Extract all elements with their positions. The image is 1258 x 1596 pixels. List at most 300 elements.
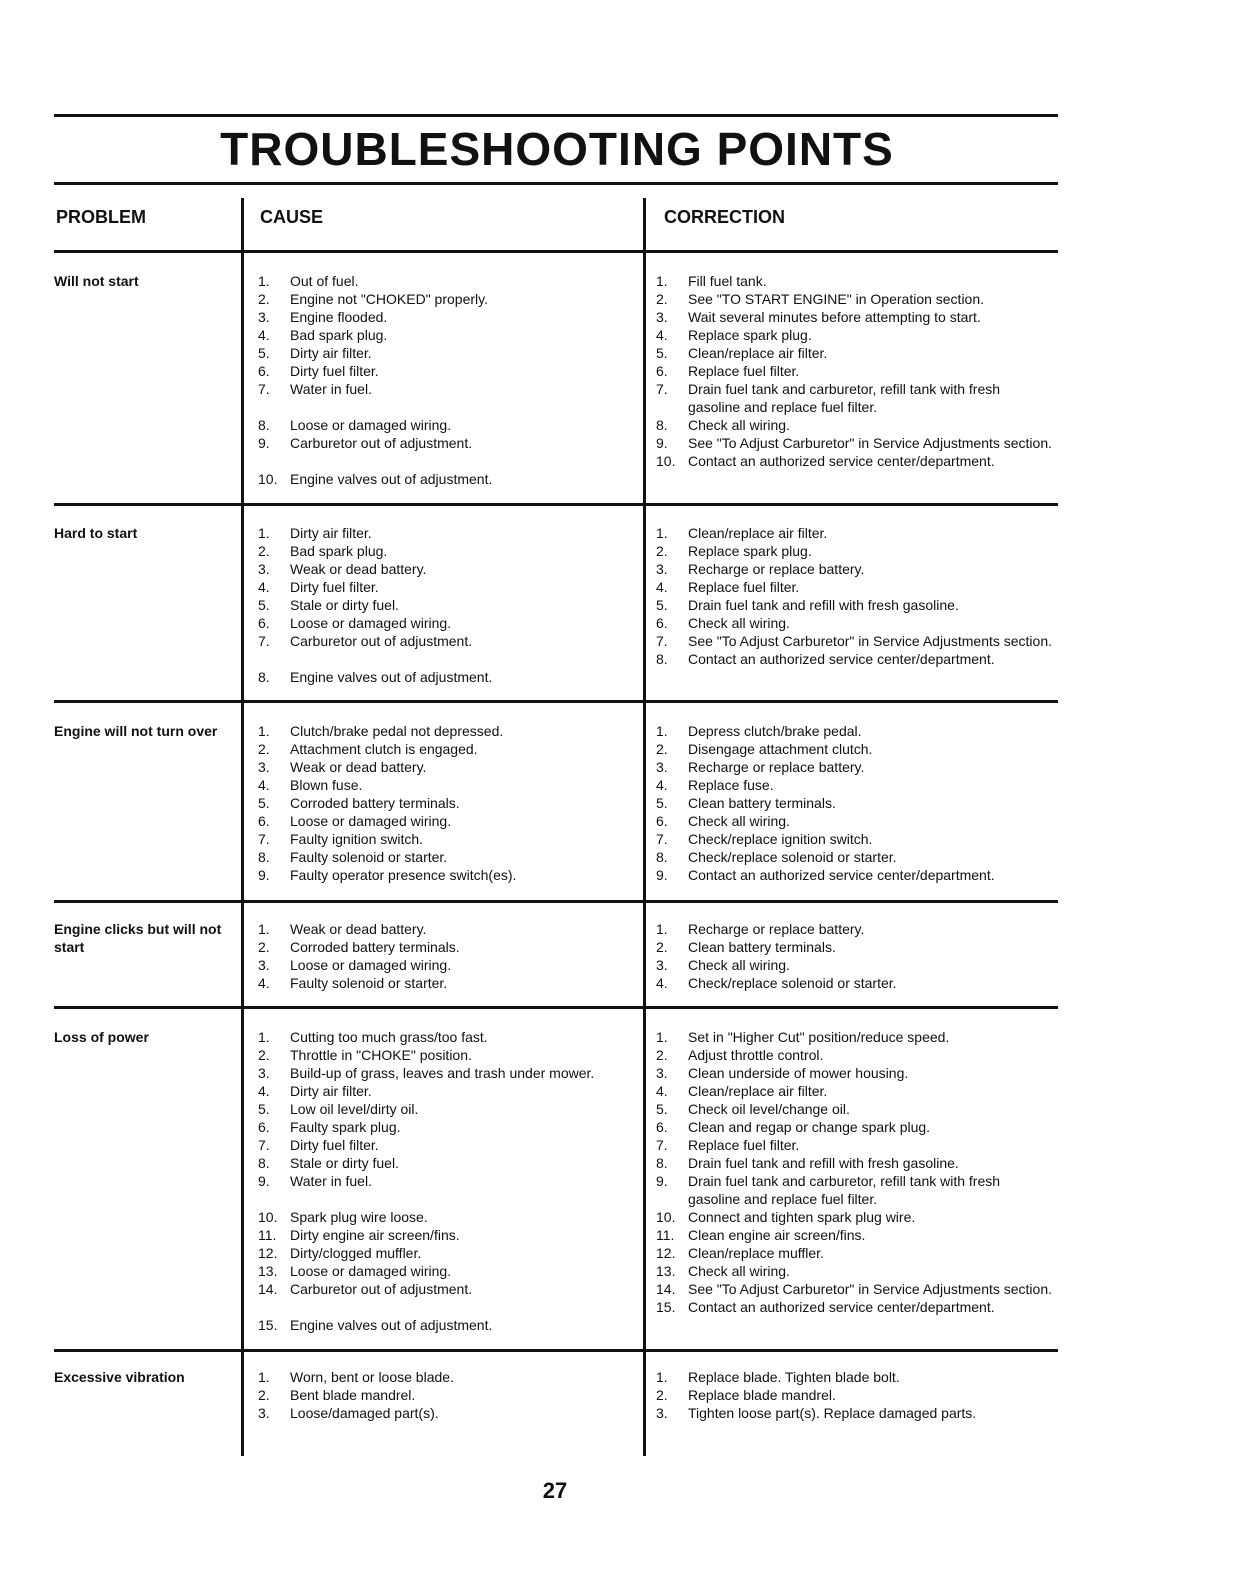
item-text: Blown fuse. [290, 777, 363, 793]
correction-item [652, 1154, 1052, 1172]
cause-item [254, 452, 634, 470]
cause-item [254, 938, 634, 956]
item-text: Water in fuel. [290, 381, 372, 397]
correction-list [652, 1368, 1052, 1422]
item-number: 9. [258, 435, 270, 451]
problem-label: Engine clicks but will not start [54, 921, 222, 955]
item-text: See "To Adjust Carburetor" in Service Adjustments section. [688, 633, 1053, 649]
correction-list [652, 722, 1052, 884]
correction-item [652, 920, 1052, 938]
item-text: Bad spark plug. [290, 327, 388, 343]
item-text: Check all wiring. [688, 417, 790, 433]
cause-item [254, 1298, 634, 1316]
item-number: 3. [258, 1065, 270, 1081]
item-number: 15. [656, 1299, 676, 1315]
item-number: 2. [258, 741, 270, 757]
problem-label: Excessive vibration [54, 1369, 185, 1385]
correction-item [652, 758, 1052, 776]
item-number: 3. [656, 309, 668, 325]
cause-item [254, 416, 634, 434]
correction-item [652, 632, 1052, 650]
correction-item [652, 1064, 1052, 1082]
item-text: Clean/replace air filter. [688, 1083, 828, 1099]
cause-item [254, 1154, 634, 1172]
item-text: Replace fuel filter. [688, 363, 800, 379]
item-text: Check/replace solenoid or starter. [688, 975, 897, 991]
cause-item [254, 1046, 634, 1064]
item-text: Contact an authorized service center/department. [688, 453, 995, 469]
correction-item [652, 722, 1052, 740]
item-text: Check oil level/change oil. [688, 1101, 850, 1117]
item-text: Replace fuse. [688, 777, 774, 793]
correction-item [652, 344, 1052, 362]
correction-item [652, 434, 1052, 452]
item-number: 4. [656, 975, 668, 991]
item-text: Clean and regap or change spark plug. [688, 1119, 931, 1135]
problem-header: PROBLEM [56, 207, 146, 227]
item-number: 9. [258, 867, 270, 883]
cause-item [254, 1262, 634, 1280]
item-number: 6. [656, 363, 668, 379]
item-number: 1. [656, 525, 668, 541]
item-number: 2. [258, 1387, 270, 1403]
cause-item [254, 614, 634, 632]
section-rule [54, 503, 1058, 506]
item-text: Carburetor out of adjustment. [290, 435, 473, 451]
item-text: See "To Adjust Carburetor" in Service Adjustments section. [688, 435, 1053, 451]
cause-item [254, 1368, 634, 1386]
item-text: Corroded battery terminals. [290, 795, 460, 811]
item-number: 7. [258, 1137, 270, 1153]
cause-item [254, 758, 634, 776]
item-text [290, 1298, 634, 1316]
item-text: Dirty engine air screen/fins. [290, 1227, 460, 1243]
item-number: 14. [258, 1281, 278, 1297]
item-number: 8. [258, 849, 270, 865]
item-number: 1. [656, 273, 668, 289]
cause-item [254, 650, 634, 668]
correction-item [652, 1386, 1052, 1404]
item-number: 3. [656, 957, 668, 973]
item-text: Contact an authorized service center/department. [688, 651, 995, 667]
cause-list [254, 722, 634, 884]
item-number: 6. [258, 615, 270, 631]
item-text: Drain fuel tank and carburetor, refill tank with fresh gasoline and replace fuel filter. [688, 381, 1001, 415]
page-number: 27 [542, 1478, 568, 1503]
correction-item [652, 812, 1052, 830]
item-number: 10. [258, 1209, 278, 1225]
correction-item [652, 1118, 1052, 1136]
item-number: 1. [258, 1029, 270, 1045]
cause-item [254, 794, 634, 812]
item-number: 4. [656, 777, 668, 793]
correction-item [652, 1404, 1052, 1422]
item-text: Loose or damaged wiring. [290, 615, 452, 631]
item-number: 10. [258, 471, 278, 487]
item-text: Check all wiring. [688, 1263, 790, 1279]
item-text: Faulty solenoid or starter. [290, 975, 448, 991]
item-number: 14. [656, 1281, 676, 1297]
correction-item [652, 956, 1052, 974]
item-number: 7. [258, 831, 270, 847]
cause-item [254, 434, 634, 452]
correction-item [652, 1262, 1052, 1280]
cause-item [254, 740, 634, 758]
item-text: Clean underside of mower housing. [688, 1065, 909, 1081]
item-text: Out of fuel. [290, 273, 359, 289]
item-number: 6. [258, 1119, 270, 1135]
cause-item [254, 542, 634, 560]
cause-item [254, 1082, 634, 1100]
correction-item [652, 1172, 1052, 1208]
item-number: 9. [656, 867, 668, 883]
item-number: 9. [656, 435, 668, 451]
item-text [290, 650, 634, 668]
item-number: 2. [656, 939, 668, 955]
item-text: Contact an authorized service center/department. [688, 1299, 995, 1315]
cause-item [254, 308, 634, 326]
item-text: Clean/replace muffler. [688, 1245, 824, 1261]
item-number: 1. [656, 921, 668, 937]
item-number: 1. [656, 1369, 668, 1385]
item-text: Engine flooded. [290, 309, 388, 325]
item-number [254, 650, 290, 668]
item-text: Engine valves out of adjustment. [290, 669, 493, 685]
item-number: 7. [656, 831, 668, 847]
item-number: 2. [656, 291, 668, 307]
item-text: Disengage attachment clutch. [688, 741, 873, 757]
item-text [290, 1190, 634, 1208]
correction-item [652, 1046, 1052, 1064]
item-text: Dirty fuel filter. [290, 1137, 379, 1153]
correction-item [652, 866, 1052, 884]
item-text: Dirty air filter. [290, 345, 372, 361]
item-number: 3. [258, 1405, 270, 1421]
item-text: Faulty spark plug. [290, 1119, 401, 1135]
cause-item [254, 1100, 634, 1118]
item-text: Tighten loose part(s). Replace damaged parts. [688, 1405, 977, 1421]
item-text: Loose or damaged wiring. [290, 417, 452, 433]
item-number: 8. [258, 1155, 270, 1171]
item-text: Replace fuel filter. [688, 1137, 800, 1153]
correction-item [652, 974, 1052, 992]
item-number: 3. [656, 561, 668, 577]
item-text: Replace blade. Tighten blade bolt. [688, 1369, 900, 1385]
item-text: Set in "Higher Cut" position/reduce speed. [688, 1029, 950, 1045]
item-text: Clean battery terminals. [688, 939, 836, 955]
item-text: Drain fuel tank and refill with fresh gasoline. [688, 1155, 959, 1171]
item-number: 7. [258, 633, 270, 649]
correction-item [652, 308, 1052, 326]
problem-label: Loss of power [54, 1029, 149, 1045]
item-number: 2. [258, 939, 270, 955]
section-rule [54, 1349, 1058, 1352]
cause-item [254, 398, 634, 416]
item-text: Spark plug wire loose. [290, 1209, 428, 1225]
cause-item [254, 560, 634, 578]
item-number: 1. [656, 723, 668, 739]
item-text: Check/replace ignition switch. [688, 831, 873, 847]
title-bottom-rule [54, 182, 1058, 185]
item-number: 6. [258, 813, 270, 829]
item-number: 5. [656, 795, 668, 811]
item-number: 8. [656, 651, 668, 667]
cause-item [254, 326, 634, 344]
item-number: 7. [258, 381, 270, 397]
item-number: 1. [258, 1369, 270, 1385]
item-number: 6. [656, 615, 668, 631]
correction-item [652, 452, 1052, 470]
item-text: Weak or dead battery. [290, 759, 427, 775]
cause-item [254, 362, 634, 380]
correction-item [652, 848, 1052, 866]
item-text: Faulty ignition switch. [290, 831, 424, 847]
correction-item [652, 326, 1052, 344]
cause-item [254, 722, 634, 740]
item-number: 9. [258, 1173, 270, 1189]
problem-label: Will not start [54, 273, 139, 289]
item-number: 9. [656, 1173, 668, 1189]
item-text: Replace blade mandrel. [688, 1387, 836, 1403]
cause-item [254, 1316, 634, 1334]
item-number: 5. [258, 1101, 270, 1117]
item-text: Carburetor out of adjustment. [290, 633, 473, 649]
item-text: Adjust throttle control. [688, 1047, 824, 1063]
cause-list [254, 272, 634, 488]
cause-item [254, 632, 634, 650]
item-text: Attachment clutch is engaged. [290, 741, 478, 757]
item-number: 3. [656, 1405, 668, 1421]
cause-item [254, 290, 634, 308]
item-number: 4. [258, 1083, 270, 1099]
item-number: 8. [258, 417, 270, 433]
item-number: 7. [656, 633, 668, 649]
item-text: Cutting too much grass/too fast. [290, 1029, 488, 1045]
cause-item [254, 344, 634, 362]
cause-item [254, 1190, 634, 1208]
item-number: 12. [656, 1245, 676, 1261]
correction-item [652, 794, 1052, 812]
item-text: Engine valves out of adjustment. [290, 1317, 493, 1333]
item-number: 3. [258, 957, 270, 973]
item-number: 6. [656, 813, 668, 829]
item-number: 5. [258, 597, 270, 613]
item-text: Clean engine air screen/fins. [688, 1227, 866, 1243]
item-text: Stale or dirty fuel. [290, 597, 399, 613]
item-text [290, 398, 634, 416]
item-number: 7. [656, 1137, 668, 1153]
cause-item [254, 380, 634, 398]
item-text: Stale or dirty fuel. [290, 1155, 399, 1171]
item-number: 7. [656, 381, 668, 397]
correction-item [652, 416, 1052, 434]
correction-item [652, 560, 1052, 578]
header-rule [54, 250, 1058, 253]
cause-item [254, 974, 634, 992]
item-number: 4. [258, 579, 270, 595]
item-text: Recharge or replace battery. [688, 561, 865, 577]
correction-item [652, 1208, 1052, 1226]
correction-list [652, 920, 1052, 992]
item-text: Recharge or replace battery. [688, 759, 865, 775]
item-text: Faulty solenoid or starter. [290, 849, 448, 865]
cause-list [254, 524, 634, 686]
correction-item [652, 1100, 1052, 1118]
cause-item [254, 1226, 634, 1244]
cause-item [254, 1064, 634, 1082]
item-text: Engine valves out of adjustment. [290, 471, 493, 487]
cause-item [254, 956, 634, 974]
item-number: 2. [656, 1387, 668, 1403]
item-text: Dirty fuel filter. [290, 579, 379, 595]
item-number: 11. [258, 1227, 277, 1243]
item-number: 6. [258, 363, 270, 379]
item-text: Check all wiring. [688, 615, 790, 631]
cause-item [254, 1172, 634, 1190]
cause-item [254, 1244, 634, 1262]
cause-item [254, 1208, 634, 1226]
item-text [290, 452, 634, 470]
item-number: 3. [656, 759, 668, 775]
item-text: See "TO START ENGINE" in Operation section. [688, 291, 985, 307]
cause-item [254, 578, 634, 596]
item-number: 2. [656, 543, 668, 559]
item-text: Connect and tighten spark plug wire. [688, 1209, 916, 1225]
correction-item [652, 542, 1052, 560]
correction-item [652, 776, 1052, 794]
item-text: Low oil level/dirty oil. [290, 1101, 419, 1117]
correction-item [652, 272, 1052, 290]
item-number: 5. [656, 597, 668, 613]
cause-item [254, 596, 634, 614]
item-number: 5. [656, 345, 668, 361]
item-number [254, 1298, 290, 1316]
item-number: 2. [656, 1047, 668, 1063]
page-title: TROUBLESHOOTING POINTS [220, 123, 894, 175]
item-text: Drain fuel tank and carburetor, refill tank with fresh gasoline and replace fuel filter. [688, 1173, 1001, 1207]
item-number: 1. [258, 273, 270, 289]
item-text: Weak or dead battery. [290, 561, 427, 577]
correction-item [652, 380, 1052, 416]
item-text: Loose or damaged wiring. [290, 813, 452, 829]
item-number: 12. [258, 1245, 278, 1261]
item-text: Depress clutch/brake pedal. [688, 723, 862, 739]
item-number: 4. [258, 975, 270, 991]
section-rule [54, 900, 1058, 903]
cause-item [254, 524, 634, 542]
cause-item [254, 1386, 634, 1404]
correction-item [652, 524, 1052, 542]
item-text: Clutch/brake pedal not depressed. [290, 723, 504, 739]
item-number: 5. [258, 345, 270, 361]
item-number: 6. [656, 1119, 668, 1135]
item-number: 5. [656, 1101, 668, 1117]
item-text: Contact an authorized service center/department. [688, 867, 995, 883]
item-number: 3. [656, 1065, 668, 1081]
correction-item [652, 1298, 1052, 1316]
item-number: 3. [258, 561, 270, 577]
item-number: 13. [656, 1263, 676, 1279]
item-text: Check all wiring. [688, 957, 790, 973]
item-number: 1. [258, 921, 270, 937]
cause-item [254, 812, 634, 830]
correction-item [652, 1368, 1052, 1386]
item-text: See "To Adjust Carburetor" in Service Adjustments section. [688, 1281, 1053, 1297]
item-text: Clean battery terminals. [688, 795, 836, 811]
cause-item [254, 1280, 634, 1298]
item-number: 4. [656, 327, 668, 343]
item-text: Loose or damaged wiring. [290, 957, 452, 973]
item-text: Bad spark plug. [290, 543, 388, 559]
item-text: Water in fuel. [290, 1173, 372, 1189]
item-text: Worn, bent or loose blade. [290, 1369, 454, 1385]
item-number [254, 452, 290, 470]
item-number: 2. [656, 741, 668, 757]
correction-item [652, 596, 1052, 614]
item-number: 2. [258, 1047, 270, 1063]
correction-item [652, 1028, 1052, 1046]
item-text: Corroded battery terminals. [290, 939, 460, 955]
item-number: 1. [258, 525, 270, 541]
item-text: Dirty fuel filter. [290, 363, 379, 379]
item-number: 10. [656, 453, 676, 469]
item-text: Weak or dead battery. [290, 921, 427, 937]
item-number: 8. [258, 669, 270, 685]
problem-label: Engine will not turn over [54, 723, 218, 739]
cause-item [254, 1404, 634, 1422]
cause-item [254, 272, 634, 290]
correction-item [652, 578, 1052, 596]
correction-item [652, 1280, 1052, 1298]
item-text: Replace spark plug. [688, 327, 812, 343]
item-text: Bent blade mandrel. [290, 1387, 416, 1403]
item-number: 5. [258, 795, 270, 811]
cause-item [254, 830, 634, 848]
item-text: Fill fuel tank. [688, 273, 767, 289]
item-text: Dirty air filter. [290, 1083, 372, 1099]
cause-column-divider [241, 198, 244, 1456]
cause-item [254, 848, 634, 866]
item-text: Dirty air filter. [290, 525, 372, 541]
cause-item [254, 866, 634, 884]
correction-item [652, 650, 1052, 668]
correction-item [652, 362, 1052, 380]
item-number: 8. [656, 417, 668, 433]
correction-list [652, 524, 1052, 668]
item-text: Faulty operator presence switch(es). [290, 867, 517, 883]
item-number: 1. [656, 1029, 668, 1045]
item-text: Loose or damaged wiring. [290, 1263, 452, 1279]
item-text: Wait several minutes before attempting to start. [688, 309, 981, 325]
item-number: 2. [258, 543, 270, 559]
cause-list [254, 1368, 634, 1422]
correction-list [652, 272, 1052, 470]
correction-item [652, 614, 1052, 632]
cause-item [254, 1118, 634, 1136]
item-text: Replace spark plug. [688, 543, 812, 559]
cause-item [254, 920, 634, 938]
problem-label: Hard to start [54, 525, 138, 541]
item-number: 4. [656, 1083, 668, 1099]
cause-header: CAUSE [260, 207, 324, 227]
item-number: 1. [258, 723, 270, 739]
correction-item [652, 740, 1052, 758]
item-text: Throttle in "CHOKE" position. [290, 1047, 472, 1063]
item-number: 8. [656, 849, 668, 865]
item-number: 3. [258, 759, 270, 775]
item-number: 2. [258, 291, 270, 307]
correction-item [652, 290, 1052, 308]
